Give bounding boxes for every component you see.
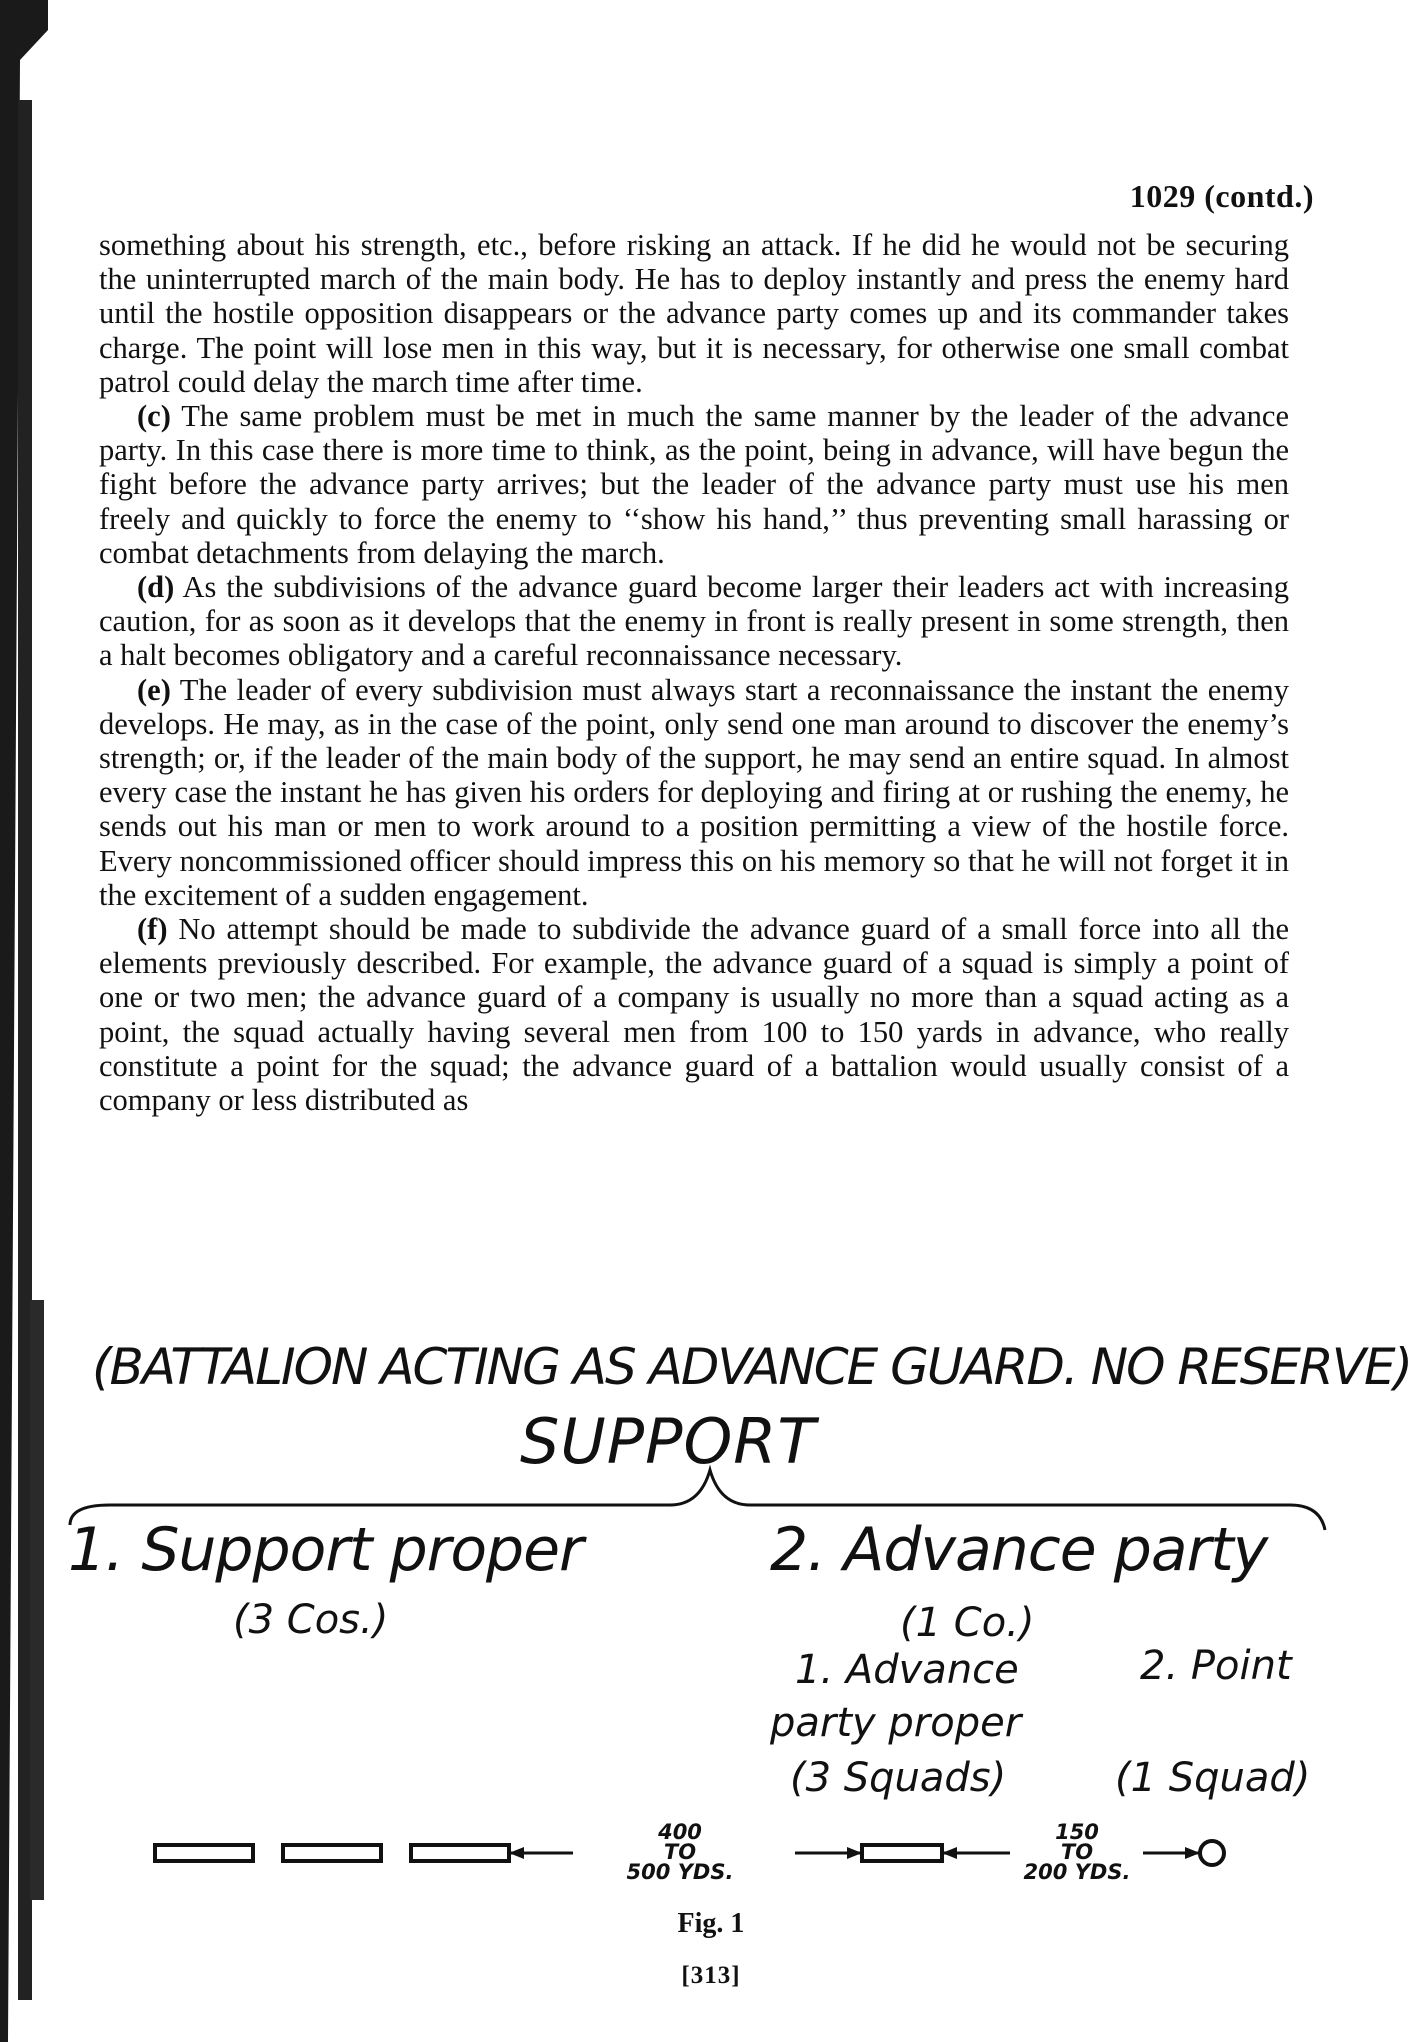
section-number: 1029 (contd.) — [1129, 178, 1314, 214]
point-circle — [1200, 1841, 1224, 1865]
paragraph-e: (e) The leader of every subdivision must always start a reconnaissance the instant the enemy develops. He may, as in the case of the point, only send one man around to discover the enemy’s strength; or, if the leader of the main body of the support, he may send an entire squad. In almost every case the instant he has given his orders for deploying and firing at or rushing the enemy, he sends out his man or men to work around to a position permitting a view of the hostile force. Every noncommissioned officer should impress this on his memory so that he will not forget it in the excitement of a sudden engagement. — [99, 672, 1290, 912]
paragraph-d: (d) As the subdivisions of the advance guard become larger their leaders act with increasing caution, for as soon as it develops that the enemy in front is really present in some strength, then a halt becomes obligatory and a careful reconnaissance necessary. — [99, 570, 1289, 673]
distance-2-label — [1012, 1822, 1142, 1882]
distance-1-label — [620, 1822, 740, 1882]
paragraph-c: (c) The same problem must be met in much the same manner by the leader of the advance party. In this case there is more time to think, as the point, being in advance, will have begun the fight before the advance party arrives; but the leader of the advance party must use his men freely and quickly to force the enemy to ‘‘show his hand,’’ thus preventing small harassing or combat detachments from delaying the march. — [99, 399, 1289, 570]
distance-2-from: 150 — [1055, 1820, 1099, 1844]
advance-party-rect — [862, 1845, 942, 1861]
support-proper-strength: (3 Cos.) — [233, 1597, 389, 1643]
company-rect-1 — [155, 1845, 253, 1861]
figure-caption: Fig. 1 — [677, 1908, 745, 1939]
advance-party-proper-strength: (3 Squads) — [790, 1755, 1007, 1801]
distance-1-to-word: TO — [663, 1840, 697, 1864]
support-heading: SUPPORT — [520, 1405, 817, 1478]
distance-2-to-word: TO — [1060, 1840, 1094, 1864]
diagram-title: (BATTALION ACTING AS ADVANCE GUARD. NO RESERVE) — [92, 1338, 1412, 1396]
point-strength: (1 Squad) — [1115, 1755, 1311, 1801]
paragraph-f: (f) No attempt should be made to subdivide the advance guard of a small force into all the elements previously described. For example, the advance guard of a squad is simply a point of one or two men; the advance guard of a company is usually no more than a squad acting as a point, the squad actually having several men from 100 to 150 yards in advance, who really constitute a point for the squad; the advance guard of a battalion would usually consist of a company or less distributed as — [99, 912, 1289, 1118]
page-number: [313] — [681, 1962, 741, 1989]
paragraph-b-continued: something about his strength, etc., before risking an attack. If he did he would not be securing the uninterrupted march of the main body. He has to deploy instantly and press the enemy hard until the hostile opposition disappears or the advance party comes up and its commander takes charge. The point will lose men in this way, but it is necessary, for otherwise one small combat patrol could delay the march time after time. — [99, 228, 1289, 399]
advance-party-strength: (1 Co.) — [900, 1600, 1035, 1646]
distance-2-to: 200 YDS. — [1023, 1860, 1131, 1884]
advance-party-proper-label-2: party proper — [770, 1700, 1022, 1746]
distance-1-from: 400 — [658, 1820, 702, 1844]
point-label: 2. Point — [1140, 1643, 1292, 1689]
company-rect-3 — [411, 1845, 509, 1861]
distance-1-to: 500 YDS. — [626, 1860, 734, 1884]
company-rect-2 — [283, 1845, 381, 1861]
advance-party-label: 2. Advance party — [770, 1515, 1268, 1585]
support-proper-label: 1. Support proper — [68, 1515, 583, 1585]
advance-party-proper-label-1: 1. Advance — [795, 1647, 1019, 1693]
